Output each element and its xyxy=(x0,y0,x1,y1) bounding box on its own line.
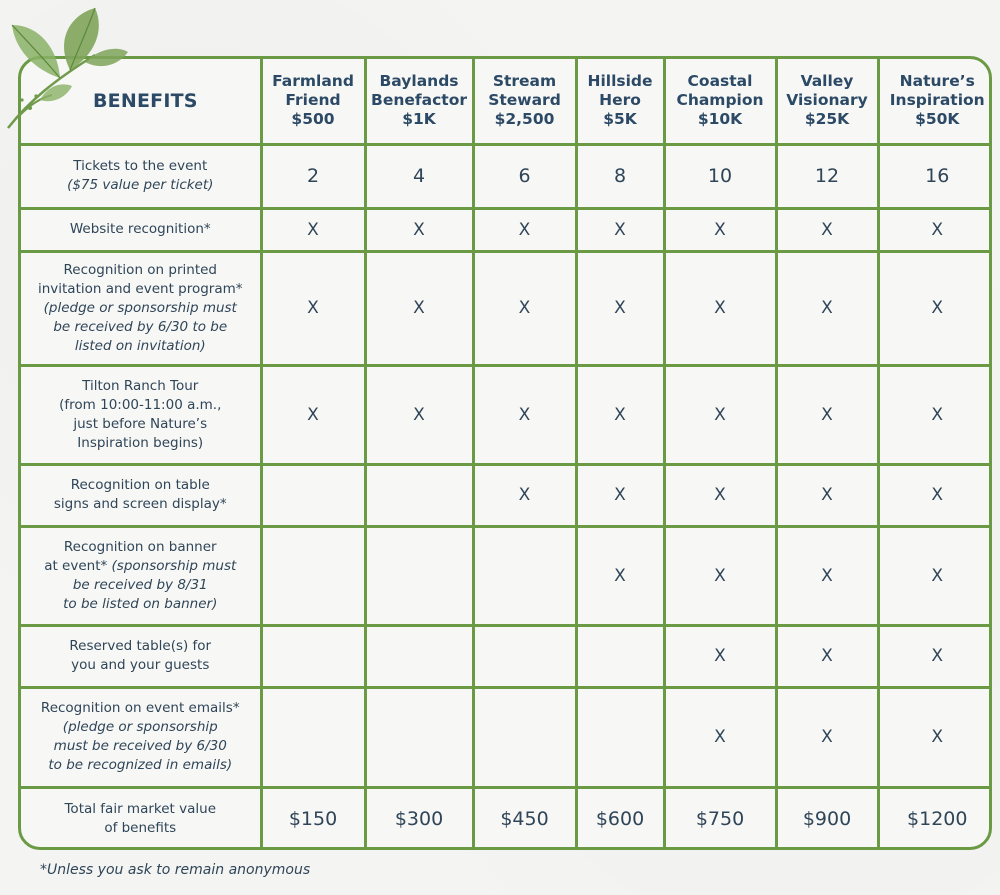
benefit-check-cell: X xyxy=(664,464,776,526)
table-row xyxy=(21,625,992,687)
table-row xyxy=(21,144,992,208)
total-value-cell: $300 xyxy=(365,787,473,849)
header-row xyxy=(21,59,992,144)
ticket-count-cell: 10 xyxy=(664,144,776,208)
benefit-line: invitation and event program* xyxy=(37,280,243,297)
benefit-line: Recognition on table xyxy=(70,477,210,493)
benefit-line: just before Nature’s xyxy=(73,415,208,432)
tier-amount: $1K xyxy=(402,110,436,129)
benefit-check-cell: X xyxy=(776,464,878,526)
benefit-check-cell: X xyxy=(664,251,776,365)
benefit-line: Inspiration begins) xyxy=(77,434,204,451)
tier-name: Farmland xyxy=(272,72,354,91)
table-row xyxy=(21,464,992,526)
tier-amount: $2,500 xyxy=(494,110,555,129)
benefit-check-cell xyxy=(261,687,365,787)
benefit-check-cell xyxy=(365,526,473,625)
benefit-check-cell: X xyxy=(878,251,992,365)
benefit-check-cell: X xyxy=(878,464,992,526)
benefit-check-cell xyxy=(365,625,473,687)
benefit-check-cell xyxy=(261,526,365,625)
benefit-line: Recognition on printed xyxy=(63,261,217,278)
benefit-label xyxy=(21,625,261,687)
ticket-count-cell: 4 xyxy=(365,144,473,208)
benefit-check-cell: X xyxy=(365,251,473,365)
tier-amount: $10K xyxy=(697,110,743,129)
benefit-check-cell: X xyxy=(664,365,776,464)
benefit-line: (pledge or sponsorship must xyxy=(43,299,237,316)
benefit-check-cell: X xyxy=(576,208,664,251)
benefit-check-cell xyxy=(473,687,576,787)
benefit-check-cell xyxy=(576,625,664,687)
benefit-check-cell: X xyxy=(473,208,576,251)
benefit-check-cell xyxy=(576,687,664,787)
benefit-label xyxy=(21,251,261,365)
benefit-check-cell: X xyxy=(878,625,992,687)
benefit-line: must be received by 6/30 xyxy=(53,738,227,754)
benefit-line: Recognition on banner xyxy=(63,538,217,555)
benefit-check-cell: X xyxy=(664,687,776,787)
benefit-line: of benefits xyxy=(104,819,177,836)
tier-amount: $50K xyxy=(915,110,960,129)
tier-name: Valley xyxy=(800,72,854,91)
tier-hillside-hero xyxy=(576,59,664,144)
tier-farmland-friend xyxy=(261,59,365,144)
tier-name: Coastal xyxy=(687,72,753,91)
benefit-line: Tickets to the event xyxy=(73,158,208,174)
table-row xyxy=(21,208,992,251)
benefit-line: signs and screen display* xyxy=(53,496,227,512)
benefits-table xyxy=(21,59,992,849)
total-value-cell: $450 xyxy=(473,787,576,849)
benefit-check-cell: X xyxy=(776,365,878,464)
benefit-check-cell xyxy=(365,464,473,526)
benefit-line: be received by 6/30 to be xyxy=(53,318,228,335)
table-row xyxy=(21,526,992,625)
footnote: *Unless you ask to remain anonymous xyxy=(40,862,311,878)
benefit-check-cell: X xyxy=(576,526,664,625)
total-value-cell: $150 xyxy=(261,787,365,849)
benefit-check-cell: X xyxy=(576,365,664,464)
tier-baylands-benefactor xyxy=(365,59,473,144)
benefit-line: at event* (sponsorship must xyxy=(44,557,237,574)
benefit-check-cell: X xyxy=(776,251,878,365)
benefit-check-cell: X xyxy=(878,365,992,464)
table-row xyxy=(21,365,992,464)
tier-name: Hero xyxy=(599,91,641,110)
tier-name: Steward xyxy=(488,91,561,110)
tier-stream-steward xyxy=(473,59,576,144)
tier-amount: $5K xyxy=(603,110,637,129)
benefit-check-cell xyxy=(365,687,473,787)
table-row xyxy=(21,251,992,365)
tier-coastal-champion xyxy=(664,59,776,144)
tier-natures-inspiration xyxy=(878,59,992,144)
benefit-check-cell: X xyxy=(878,208,992,251)
benefit-line: Tilton Ranch Tour xyxy=(82,377,199,394)
ticket-count-cell: 8 xyxy=(576,144,664,208)
tier-name: Visionary xyxy=(786,91,868,110)
benefit-line: (pledge or sponsorship xyxy=(62,719,218,735)
total-value-cell: $900 xyxy=(776,787,878,849)
benefit-check-cell: X xyxy=(473,365,576,464)
benefit-check-cell xyxy=(473,625,576,687)
total-value-cell: $600 xyxy=(576,787,664,849)
benefit-check-cell: X xyxy=(776,625,878,687)
benefit-check-cell: X xyxy=(365,208,473,251)
benefit-check-cell xyxy=(473,526,576,625)
benefit-check-cell: X xyxy=(878,687,992,787)
benefit-check-cell: X xyxy=(261,208,365,251)
benefit-check-cell xyxy=(261,625,365,687)
benefits-heading: BENEFITS xyxy=(21,59,261,144)
benefit-line: Website recognition* xyxy=(69,221,211,237)
tier-name: Stream xyxy=(492,72,557,91)
tier-name: Hillside xyxy=(587,72,653,91)
tier-amount: $25K xyxy=(804,110,850,129)
benefit-label xyxy=(21,464,261,526)
total-value-cell: $1200 xyxy=(878,787,992,849)
benefit-check-cell: X xyxy=(664,526,776,625)
ticket-count-cell: 12 xyxy=(776,144,878,208)
benefit-check-cell: X xyxy=(473,251,576,365)
tier-name: Nature’s xyxy=(899,72,975,91)
benefit-label xyxy=(21,208,261,251)
benefit-line: ($75 value per ticket) xyxy=(67,177,214,193)
benefit-line: Total fair market value xyxy=(64,800,216,817)
tier-valley-visionary xyxy=(776,59,878,144)
benefit-line: to be listed on banner) xyxy=(63,595,218,612)
benefit-line: to be recognized in emails) xyxy=(48,757,233,773)
benefit-line: Reserved table(s) for xyxy=(69,638,212,654)
benefit-line: you and your guests xyxy=(71,657,210,673)
benefit-check-cell: X xyxy=(776,208,878,251)
tier-amount: $500 xyxy=(291,110,335,129)
ticket-count-cell: 6 xyxy=(473,144,576,208)
benefit-line: Recognition on event emails* xyxy=(40,700,240,716)
tier-name: Friend xyxy=(285,91,341,110)
tier-name: Inspiration xyxy=(889,91,985,110)
ticket-count-cell: 2 xyxy=(261,144,365,208)
benefit-check-cell: X xyxy=(878,526,992,625)
tier-name: Baylands xyxy=(379,72,459,91)
leaf-decoration-icon xyxy=(0,0,130,135)
benefit-label xyxy=(21,787,261,849)
benefit-check-cell: X xyxy=(776,687,878,787)
ticket-count-cell: 16 xyxy=(878,144,992,208)
benefit-label xyxy=(21,365,261,464)
benefit-check-cell xyxy=(261,464,365,526)
benefit-check-cell: X xyxy=(664,625,776,687)
tier-name: Benefactor xyxy=(371,91,467,110)
benefit-label xyxy=(21,687,261,787)
benefit-line: (from 10:00-11:00 a.m., xyxy=(59,396,222,413)
benefit-check-cell: X xyxy=(261,251,365,365)
benefit-check-cell: X xyxy=(576,251,664,365)
benefit-line: be received by 8/31 xyxy=(72,576,208,593)
benefit-check-cell: X xyxy=(576,464,664,526)
benefit-label xyxy=(21,526,261,625)
benefits-table-frame xyxy=(18,56,992,850)
benefit-check-cell: X xyxy=(473,464,576,526)
benefit-label xyxy=(21,144,261,208)
benefit-check-cell: X xyxy=(776,526,878,625)
benefit-check-cell: X xyxy=(365,365,473,464)
total-value-cell: $750 xyxy=(664,787,776,849)
tier-name: Champion xyxy=(676,91,764,110)
benefit-check-cell: X xyxy=(664,208,776,251)
table-row xyxy=(21,687,992,787)
table-row xyxy=(21,787,992,849)
benefit-check-cell: X xyxy=(261,365,365,464)
benefit-line: listed on invitation) xyxy=(74,337,206,354)
